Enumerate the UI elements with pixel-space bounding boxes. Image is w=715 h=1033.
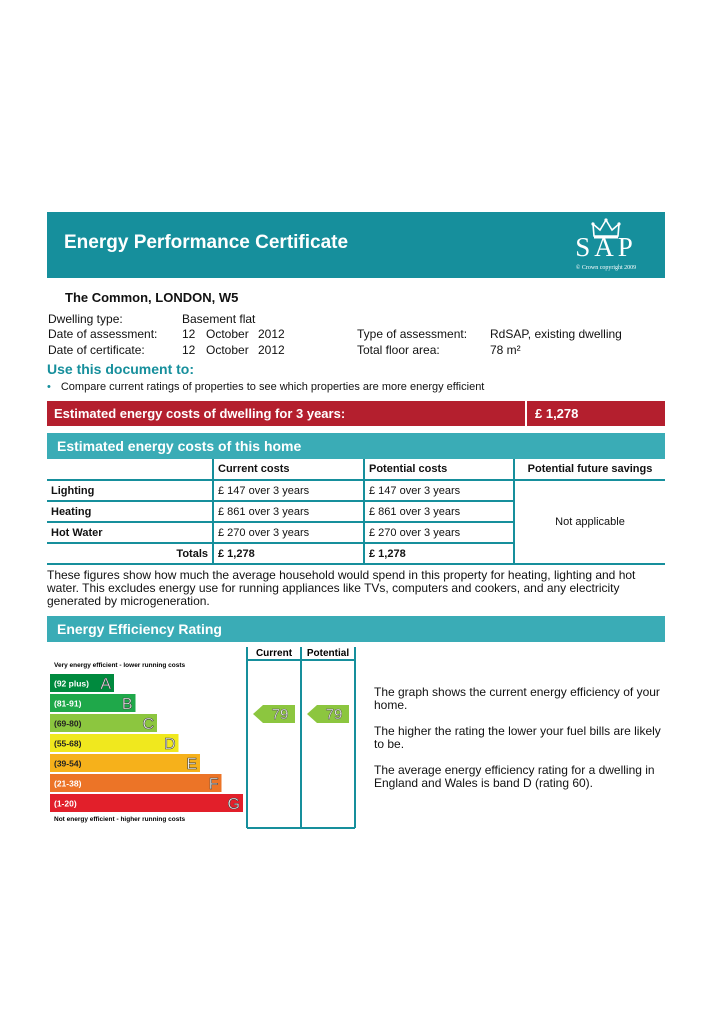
- savings-value: Not applicable: [514, 480, 665, 564]
- assessment-date-month: October: [206, 327, 249, 341]
- band-range: (92 plus): [54, 678, 89, 689]
- estimated-cost-value: £ 1,278: [535, 406, 579, 421]
- top-label: Very energy efficient - lower running costs: [54, 662, 186, 669]
- band-range: (39-54): [54, 758, 82, 769]
- totals-current: £ 1,278: [213, 543, 364, 564]
- assessment-type-label: Type of assessment:: [357, 327, 468, 341]
- header-potential-savings: Potential future savings: [514, 459, 665, 480]
- bullet-icon: •: [47, 381, 51, 393]
- header-current-costs: Current costs: [213, 459, 364, 480]
- property-address: The Common, LONDON, W5: [65, 290, 239, 305]
- use-bullet: [47, 381, 484, 393]
- sap-logo-text: SAP: [575, 232, 637, 262]
- certificate-header: [47, 212, 665, 278]
- band-letter: G: [227, 796, 240, 813]
- rating-paragraph: The average energy efficiency rating for a dwelling in England and Wales is band D (rating 60).: [374, 763, 655, 790]
- band-letter: C: [142, 716, 154, 733]
- assessment-date-day: 12: [182, 327, 196, 341]
- band-letter: B: [121, 696, 133, 713]
- certificate-date-label: Date of certificate:: [48, 343, 145, 357]
- table-header-row: [47, 459, 665, 480]
- band-letter: E: [186, 756, 197, 773]
- band-range: (21-38): [54, 778, 82, 789]
- estimated-cost-bar: [47, 401, 665, 426]
- row-current: £ 861 over 3 years: [213, 501, 364, 522]
- logo-copyright: © Crown copyright 2009: [575, 265, 637, 271]
- assessment-date-year: 2012: [258, 327, 285, 341]
- row-current: £ 147 over 3 years: [213, 480, 364, 501]
- row-label: Lighting: [47, 480, 213, 501]
- band-letter: A: [100, 676, 111, 693]
- certificate-date-day: 12: [182, 343, 196, 357]
- band-range: (81-91): [54, 698, 82, 709]
- potential-column-header: Potential: [306, 648, 350, 659]
- row-potential: £ 861 over 3 years: [364, 501, 514, 522]
- totals-potential: £ 1,278: [364, 543, 514, 564]
- potential-rating-value: 79: [325, 706, 343, 723]
- divider: [525, 401, 527, 426]
- row-label: Heating: [47, 501, 213, 522]
- dwelling-type-label: Dwelling type:: [48, 312, 123, 326]
- band-letter: D: [163, 736, 176, 753]
- rating-paragraph: The graph shows the current energy efficiency of your home.: [374, 685, 660, 712]
- rating-paragraph: The higher the rating the lower your fuel bills are likely to be.: [374, 724, 661, 751]
- sap-logo: [561, 218, 651, 274]
- assessment-type-value: RdSAP, existing dwelling: [490, 327, 622, 341]
- floor-area-value: 78 m²: [490, 343, 521, 357]
- certificate-date-month: October: [206, 343, 249, 357]
- costs-section-header: [47, 433, 665, 459]
- costs-section-title: Estimated energy costs of this home: [57, 438, 302, 454]
- use-document-title: Use this document to:: [47, 361, 195, 377]
- table-row: [47, 480, 665, 501]
- band-letter: F: [208, 776, 219, 793]
- rating-section-header: [47, 616, 665, 642]
- row-potential: £ 270 over 3 years: [364, 522, 514, 543]
- page-title: Energy Performance Certificate: [64, 232, 349, 253]
- band-range: (55-68): [54, 738, 82, 749]
- current-rating-value: 79: [271, 706, 289, 723]
- band-range: (69-80): [54, 718, 82, 729]
- use-bullet-text: Compare current ratings of properties to see which properties are more energy efficient: [60, 381, 485, 393]
- row-current: £ 270 over 3 years: [213, 522, 364, 543]
- certificate-date-year: 2012: [258, 343, 285, 357]
- estimated-cost-label: Estimated energy costs of dwelling for 3 years:: [54, 406, 346, 421]
- costs-note: These figures show how much the average household would spend in this property for heating, lighting and hot water. This excludes energy use for running appliances like TVs, computers and cookers, and any electricity generated by microgeneration.: [47, 568, 636, 608]
- row-label: Hot Water: [47, 522, 213, 543]
- row-potential: £ 147 over 3 years: [364, 480, 514, 501]
- costs-table: [47, 459, 665, 565]
- rating-section-title: Energy Efficiency Rating: [57, 621, 222, 637]
- current-column-header: Current: [255, 648, 293, 659]
- dwelling-type-value: Basement flat: [182, 312, 256, 326]
- totals-label: Totals: [47, 543, 213, 564]
- floor-area-label: Total floor area:: [357, 343, 440, 357]
- efficiency-rating-chart: [47, 645, 357, 830]
- assessment-date-label: Date of assessment:: [48, 327, 158, 341]
- rating-band-g: [50, 794, 243, 812]
- band-range: (1-20): [54, 798, 77, 809]
- bottom-label: Not energy efficient - higher running costs: [54, 816, 186, 823]
- header-potential-costs: Potential costs: [364, 459, 514, 480]
